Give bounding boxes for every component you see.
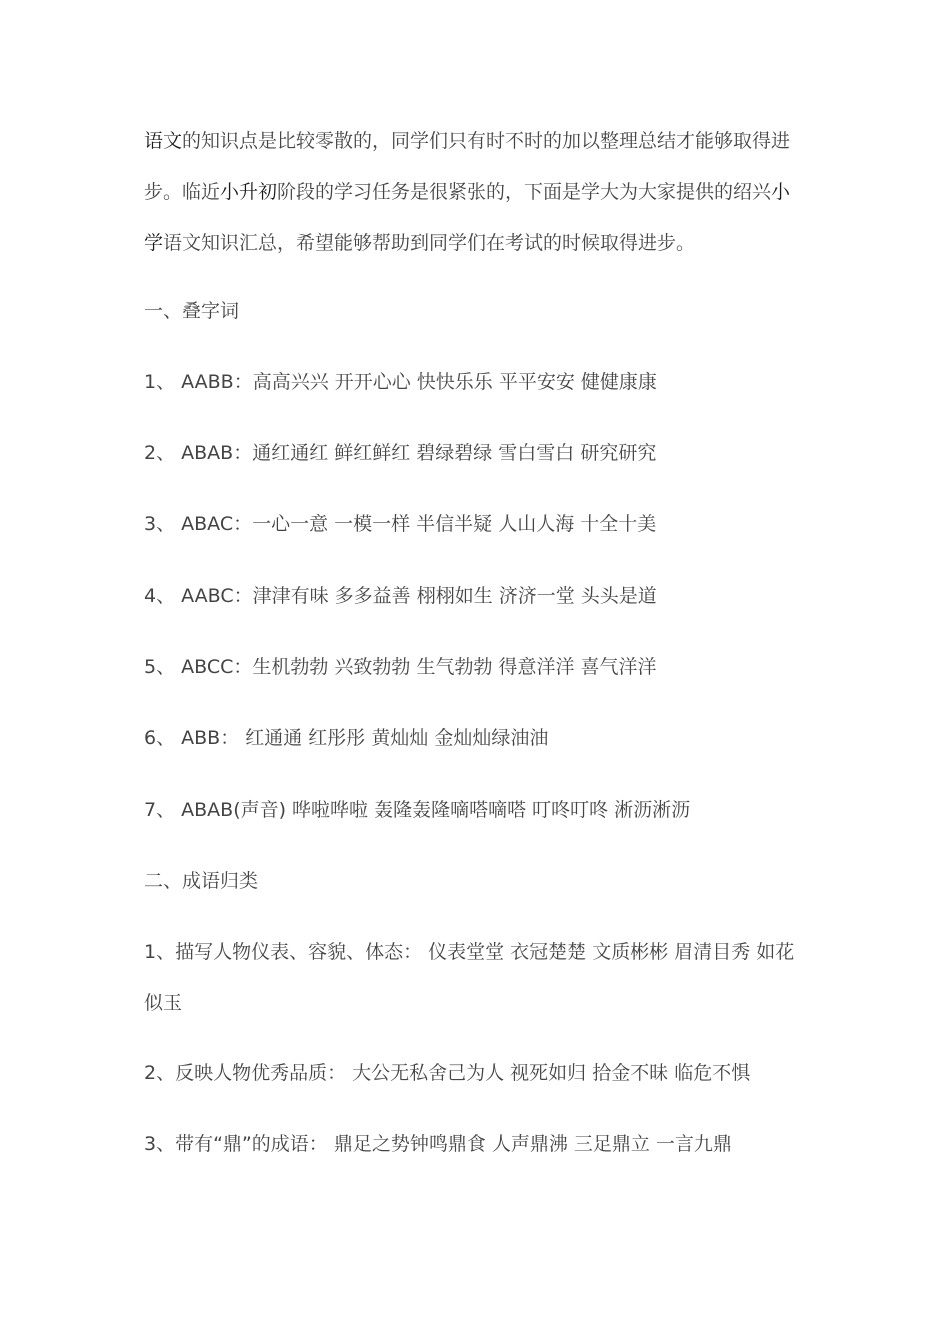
link-yuwen[interactable]: 语文 — [144, 130, 183, 152]
section-heading-chengyu: 二、成语归类 — [144, 870, 259, 892]
list-item: 2、反映人物优秀品质： 大公无私舍己为人 视死如归 拾金不昧 临危不惧 — [144, 1062, 751, 1084]
list-item: 6、 ABB： 红通通 红彤彤 黄灿灿 金灿灿绿油油 — [144, 727, 549, 749]
intro-line-3 — [144, 218, 804, 269]
list-item — [144, 927, 804, 1029]
intro-line-1 — [144, 116, 804, 167]
intro-paragraph — [144, 116, 804, 269]
intro-text: 语文知识汇总，希望能够帮助到同学们在考试的时候取得进步。 — [163, 232, 696, 254]
link-xiaoxue-part2[interactable]: 学 — [144, 232, 164, 254]
intro-text: 的知识点是比较零散的，同学们只有时不时的加以整理总结才能够取得进 — [182, 130, 791, 152]
list-item: 1、 AABB：高高兴兴 开开心心 快快乐乐 平平安安 健健康康 — [144, 371, 657, 393]
link-xiaoxue-part1[interactable]: 小 — [771, 181, 791, 203]
list-item: 3、带有“鼎”的成语： 鼎足之势钟鸣鼎食 人声鼎沸 三足鼎立 一言九鼎 — [144, 1133, 732, 1155]
intro-text: 阶段的学习任务是很紧张的，下面是学大为大家提供的绍兴 — [277, 181, 772, 203]
list-item: 7、 ABAB(声音) 哗啦哗啦 轰隆轰隆嘀嗒嘀嗒 叮咚叮咚 淅沥淅沥 — [144, 799, 691, 821]
list-item-line: 似玉 — [144, 992, 183, 1014]
list-item: 4、 AABC：津津有味 多多益善 栩栩如生 济济一堂 头头是道 — [144, 585, 657, 607]
list-item: 2、 ABAB：通红通红 鲜红鲜红 碧绿碧绿 雪白雪白 研究研究 — [144, 442, 657, 464]
list-item: 3、 ABAC：一心一意 一模一样 半信半疑 人山人海 十全十美 — [144, 513, 657, 535]
list-item: 5、 ABCC：生机勃勃 兴致勃勃 生气勃勃 得意洋洋 喜气洋洋 — [144, 656, 657, 678]
link-xiaoshengchu[interactable]: 小升初 — [220, 181, 278, 203]
intro-text: 步。临近 — [144, 181, 221, 203]
list-item-line: 1、描写人物仪表、容貌、体态： 仪表堂堂 衣冠楚楚 文质彬彬 眉清目秀 如花 — [144, 941, 795, 963]
section-heading-diezici: 一、叠字词 — [144, 300, 240, 322]
intro-line-2 — [144, 167, 804, 218]
